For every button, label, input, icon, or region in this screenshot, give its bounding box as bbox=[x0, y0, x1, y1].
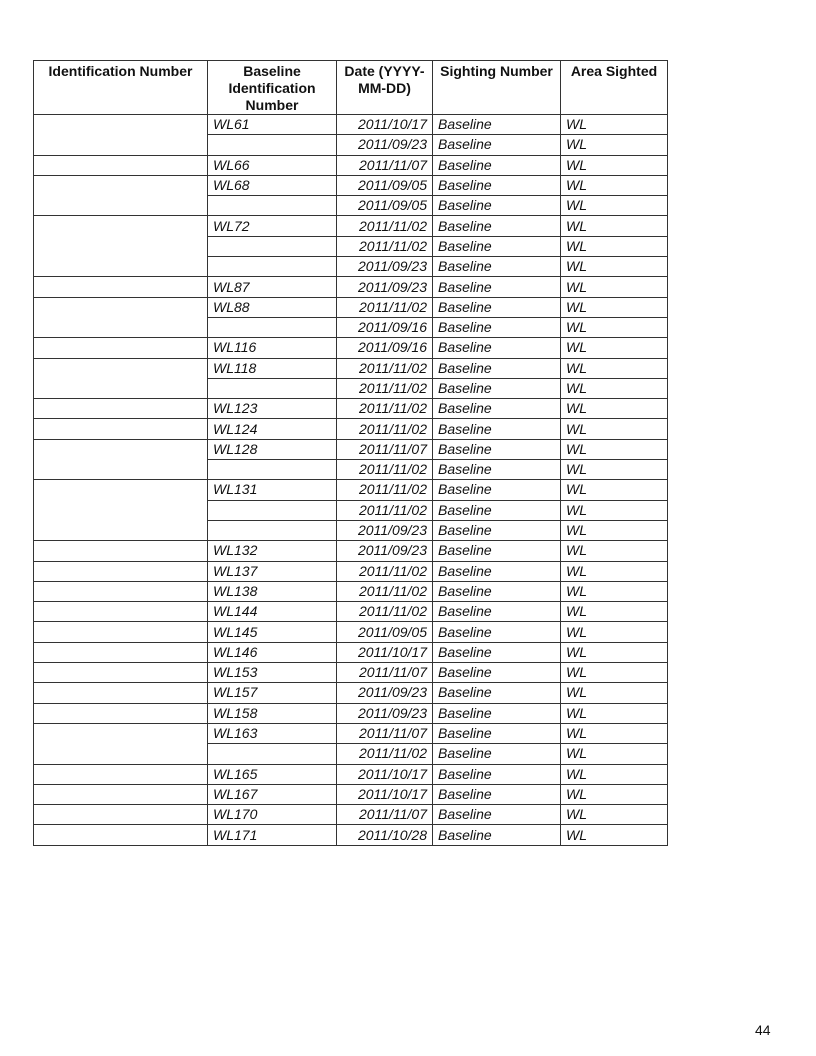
identification-number-cell bbox=[34, 439, 208, 480]
table-row bbox=[34, 642, 668, 662]
sighting-number-cell: Baseline bbox=[433, 744, 561, 764]
table-row bbox=[34, 439, 668, 459]
sighting-number-cell: Baseline bbox=[433, 277, 561, 297]
area-sighted-cell: WL bbox=[561, 723, 668, 743]
table-row bbox=[34, 358, 668, 378]
table-row bbox=[34, 419, 668, 439]
sighting-number-cell: Baseline bbox=[433, 602, 561, 622]
area-sighted-cell: WL bbox=[561, 581, 668, 601]
table-header bbox=[34, 61, 668, 115]
area-sighted-cell: WL bbox=[561, 216, 668, 236]
baseline-id-cell: WL132 bbox=[208, 541, 337, 561]
sighting-number-cell: Baseline bbox=[433, 764, 561, 784]
baseline-id-cell bbox=[208, 257, 337, 277]
date-cell: 2011/11/07 bbox=[337, 155, 433, 175]
table-row bbox=[34, 683, 668, 703]
date-cell: 2011/09/23 bbox=[337, 541, 433, 561]
date-cell: 2011/09/23 bbox=[337, 520, 433, 540]
header-sighting-number: Sighting Number bbox=[433, 61, 561, 115]
sighting-number-cell: Baseline bbox=[433, 622, 561, 642]
area-sighted-cell: WL bbox=[561, 642, 668, 662]
baseline-id-cell: WL144 bbox=[208, 602, 337, 622]
area-sighted-cell: WL bbox=[561, 196, 668, 216]
table-row bbox=[34, 663, 668, 683]
sighting-number-cell: Baseline bbox=[433, 703, 561, 723]
area-sighted-cell: WL bbox=[561, 175, 668, 195]
sighting-number-cell: Baseline bbox=[433, 805, 561, 825]
area-sighted-cell: WL bbox=[561, 541, 668, 561]
area-sighted-cell: WL bbox=[561, 825, 668, 845]
baseline-id-cell: WL171 bbox=[208, 825, 337, 845]
area-sighted-cell: WL bbox=[561, 703, 668, 723]
area-sighted-cell: WL bbox=[561, 439, 668, 459]
identification-number-cell bbox=[34, 419, 208, 439]
date-cell: 2011/11/07 bbox=[337, 663, 433, 683]
date-cell: 2011/09/16 bbox=[337, 317, 433, 337]
sighting-number-cell: Baseline bbox=[433, 358, 561, 378]
identification-number-cell bbox=[34, 581, 208, 601]
table-row bbox=[34, 602, 668, 622]
sighting-number-cell: Baseline bbox=[433, 196, 561, 216]
area-sighted-cell: WL bbox=[561, 135, 668, 155]
area-sighted-cell: WL bbox=[561, 277, 668, 297]
sighting-number-cell: Baseline bbox=[433, 581, 561, 601]
table-row bbox=[34, 175, 668, 195]
baseline-id-cell: WL61 bbox=[208, 115, 337, 135]
baseline-id-cell: WL170 bbox=[208, 805, 337, 825]
area-sighted-cell: WL bbox=[561, 317, 668, 337]
baseline-id-cell: WL116 bbox=[208, 338, 337, 358]
baseline-id-cell: WL163 bbox=[208, 723, 337, 743]
identification-number-cell bbox=[34, 297, 208, 338]
baseline-id-cell: WL118 bbox=[208, 358, 337, 378]
area-sighted-cell: WL bbox=[561, 257, 668, 277]
area-sighted-cell: WL bbox=[561, 663, 668, 683]
area-sighted-cell: WL bbox=[561, 500, 668, 520]
identification-number-cell bbox=[34, 541, 208, 561]
date-cell: 2011/10/17 bbox=[337, 115, 433, 135]
sighting-number-cell: Baseline bbox=[433, 460, 561, 480]
identification-number-cell bbox=[34, 602, 208, 622]
sighting-number-cell: Baseline bbox=[433, 257, 561, 277]
baseline-id-cell: WL153 bbox=[208, 663, 337, 683]
baseline-id-cell: WL137 bbox=[208, 561, 337, 581]
baseline-id-cell bbox=[208, 378, 337, 398]
sighting-number-cell: Baseline bbox=[433, 784, 561, 804]
identification-number-cell bbox=[34, 358, 208, 399]
identification-number-cell bbox=[34, 622, 208, 642]
baseline-id-cell bbox=[208, 460, 337, 480]
sighting-number-cell: Baseline bbox=[433, 439, 561, 459]
table-row bbox=[34, 115, 668, 135]
area-sighted-cell: WL bbox=[561, 561, 668, 581]
table-row bbox=[34, 399, 668, 419]
table-row bbox=[34, 480, 668, 500]
identification-number-cell bbox=[34, 825, 208, 845]
date-cell: 2011/09/05 bbox=[337, 175, 433, 195]
baseline-id-cell: WL128 bbox=[208, 439, 337, 459]
area-sighted-cell: WL bbox=[561, 419, 668, 439]
baseline-id-cell bbox=[208, 196, 337, 216]
date-cell: 2011/09/16 bbox=[337, 338, 433, 358]
area-sighted-cell: WL bbox=[561, 236, 668, 256]
table-row bbox=[34, 825, 668, 845]
date-cell: 2011/11/07 bbox=[337, 723, 433, 743]
baseline-id-cell: WL157 bbox=[208, 683, 337, 703]
date-cell: 2011/09/23 bbox=[337, 135, 433, 155]
identification-number-cell bbox=[34, 480, 208, 541]
sighting-number-cell: Baseline bbox=[433, 115, 561, 135]
area-sighted-cell: WL bbox=[561, 622, 668, 642]
identification-number-cell bbox=[34, 399, 208, 419]
sighting-number-cell: Baseline bbox=[433, 520, 561, 540]
sighting-number-cell: Baseline bbox=[433, 642, 561, 662]
identification-number-cell bbox=[34, 338, 208, 358]
baseline-id-cell bbox=[208, 236, 337, 256]
area-sighted-cell: WL bbox=[561, 784, 668, 804]
date-cell: 2011/11/07 bbox=[337, 805, 433, 825]
header-area-sighted: Area Sighted bbox=[561, 61, 668, 115]
table-row bbox=[34, 723, 668, 743]
sighting-number-cell: Baseline bbox=[433, 135, 561, 155]
identification-number-cell bbox=[34, 663, 208, 683]
area-sighted-cell: WL bbox=[561, 602, 668, 622]
baseline-id-cell: WL124 bbox=[208, 419, 337, 439]
baseline-id-cell: WL88 bbox=[208, 297, 337, 317]
identification-number-cell bbox=[34, 561, 208, 581]
date-cell: 2011/11/02 bbox=[337, 419, 433, 439]
date-cell: 2011/10/28 bbox=[337, 825, 433, 845]
table-row bbox=[34, 784, 668, 804]
date-cell: 2011/11/02 bbox=[337, 581, 433, 601]
baseline-id-cell: WL68 bbox=[208, 175, 337, 195]
date-cell: 2011/11/02 bbox=[337, 399, 433, 419]
date-cell: 2011/09/23 bbox=[337, 703, 433, 723]
baseline-id-cell: WL165 bbox=[208, 764, 337, 784]
date-cell: 2011/10/17 bbox=[337, 784, 433, 804]
table-row bbox=[34, 703, 668, 723]
date-cell: 2011/11/02 bbox=[337, 297, 433, 317]
table-row bbox=[34, 561, 668, 581]
sighting-number-cell: Baseline bbox=[433, 500, 561, 520]
date-cell: 2011/11/02 bbox=[337, 216, 433, 236]
baseline-id-cell: WL145 bbox=[208, 622, 337, 642]
area-sighted-cell: WL bbox=[561, 683, 668, 703]
area-sighted-cell: WL bbox=[561, 460, 668, 480]
date-cell: 2011/11/02 bbox=[337, 480, 433, 500]
date-cell: 2011/09/23 bbox=[337, 277, 433, 297]
header-date: Date (YYYY-MM-DD) bbox=[337, 61, 433, 115]
date-cell: 2011/11/02 bbox=[337, 500, 433, 520]
date-cell: 2011/11/02 bbox=[337, 561, 433, 581]
table-row bbox=[34, 338, 668, 358]
date-cell: 2011/09/05 bbox=[337, 622, 433, 642]
sighting-number-cell: Baseline bbox=[433, 317, 561, 337]
area-sighted-cell: WL bbox=[561, 764, 668, 784]
sighting-number-cell: Baseline bbox=[433, 561, 561, 581]
sighting-number-cell: Baseline bbox=[433, 419, 561, 439]
sighting-number-cell: Baseline bbox=[433, 663, 561, 683]
date-cell: 2011/11/02 bbox=[337, 236, 433, 256]
identification-number-cell bbox=[34, 805, 208, 825]
baseline-id-cell bbox=[208, 520, 337, 540]
baseline-id-cell: WL66 bbox=[208, 155, 337, 175]
table-row bbox=[34, 764, 668, 784]
baseline-id-cell: WL123 bbox=[208, 399, 337, 419]
area-sighted-cell: WL bbox=[561, 358, 668, 378]
sighting-number-cell: Baseline bbox=[433, 236, 561, 256]
sighting-number-cell: Baseline bbox=[433, 825, 561, 845]
sighting-number-cell: Baseline bbox=[433, 480, 561, 500]
date-cell: 2011/09/05 bbox=[337, 196, 433, 216]
baseline-id-cell: WL131 bbox=[208, 480, 337, 500]
date-cell: 2011/09/23 bbox=[337, 683, 433, 703]
date-cell: 2011/11/02 bbox=[337, 460, 433, 480]
baseline-id-cell bbox=[208, 500, 337, 520]
identification-number-cell bbox=[34, 683, 208, 703]
baseline-id-cell bbox=[208, 744, 337, 764]
identification-number-cell bbox=[34, 277, 208, 297]
sightings-table bbox=[33, 60, 668, 846]
identification-number-cell bbox=[34, 175, 208, 216]
header-row bbox=[34, 61, 668, 115]
area-sighted-cell: WL bbox=[561, 338, 668, 358]
table-body bbox=[34, 115, 668, 846]
baseline-id-cell: WL72 bbox=[208, 216, 337, 236]
baseline-id-cell bbox=[208, 135, 337, 155]
area-sighted-cell: WL bbox=[561, 399, 668, 419]
table-row bbox=[34, 277, 668, 297]
baseline-id-cell: WL138 bbox=[208, 581, 337, 601]
area-sighted-cell: WL bbox=[561, 297, 668, 317]
sighting-number-cell: Baseline bbox=[433, 338, 561, 358]
sighting-number-cell: Baseline bbox=[433, 723, 561, 743]
table-row bbox=[34, 805, 668, 825]
sighting-number-cell: Baseline bbox=[433, 175, 561, 195]
table-row bbox=[34, 155, 668, 175]
table-row bbox=[34, 541, 668, 561]
baseline-id-cell: WL146 bbox=[208, 642, 337, 662]
area-sighted-cell: WL bbox=[561, 480, 668, 500]
area-sighted-cell: WL bbox=[561, 520, 668, 540]
page-number: 44 bbox=[755, 1022, 771, 1038]
baseline-id-cell: WL167 bbox=[208, 784, 337, 804]
identification-number-cell bbox=[34, 155, 208, 175]
baseline-id-cell bbox=[208, 317, 337, 337]
date-cell: 2011/11/02 bbox=[337, 378, 433, 398]
date-cell: 2011/11/02 bbox=[337, 744, 433, 764]
sighting-number-cell: Baseline bbox=[433, 297, 561, 317]
header-baseline-identification-number: Baseline Identification Number bbox=[208, 61, 337, 115]
sighting-number-cell: Baseline bbox=[433, 378, 561, 398]
identification-number-cell bbox=[34, 703, 208, 723]
identification-number-cell bbox=[34, 115, 208, 156]
identification-number-cell bbox=[34, 642, 208, 662]
date-cell: 2011/10/17 bbox=[337, 764, 433, 784]
table-row bbox=[34, 581, 668, 601]
identification-number-cell bbox=[34, 764, 208, 784]
area-sighted-cell: WL bbox=[561, 115, 668, 135]
area-sighted-cell: WL bbox=[561, 155, 668, 175]
identification-number-cell bbox=[34, 723, 208, 764]
baseline-id-cell: WL87 bbox=[208, 277, 337, 297]
baseline-id-cell: WL158 bbox=[208, 703, 337, 723]
sighting-number-cell: Baseline bbox=[433, 541, 561, 561]
date-cell: 2011/09/23 bbox=[337, 257, 433, 277]
area-sighted-cell: WL bbox=[561, 744, 668, 764]
identification-number-cell bbox=[34, 216, 208, 277]
sighting-number-cell: Baseline bbox=[433, 216, 561, 236]
sighting-number-cell: Baseline bbox=[433, 683, 561, 703]
table-row bbox=[34, 622, 668, 642]
sighting-number-cell: Baseline bbox=[433, 399, 561, 419]
date-cell: 2011/11/07 bbox=[337, 439, 433, 459]
date-cell: 2011/11/02 bbox=[337, 602, 433, 622]
header-identification-number: Identification Number bbox=[34, 61, 208, 115]
area-sighted-cell: WL bbox=[561, 378, 668, 398]
date-cell: 2011/11/02 bbox=[337, 358, 433, 378]
date-cell: 2011/10/17 bbox=[337, 642, 433, 662]
area-sighted-cell: WL bbox=[561, 805, 668, 825]
identification-number-cell bbox=[34, 784, 208, 804]
table-row bbox=[34, 216, 668, 236]
sighting-number-cell: Baseline bbox=[433, 155, 561, 175]
table-row bbox=[34, 297, 668, 317]
